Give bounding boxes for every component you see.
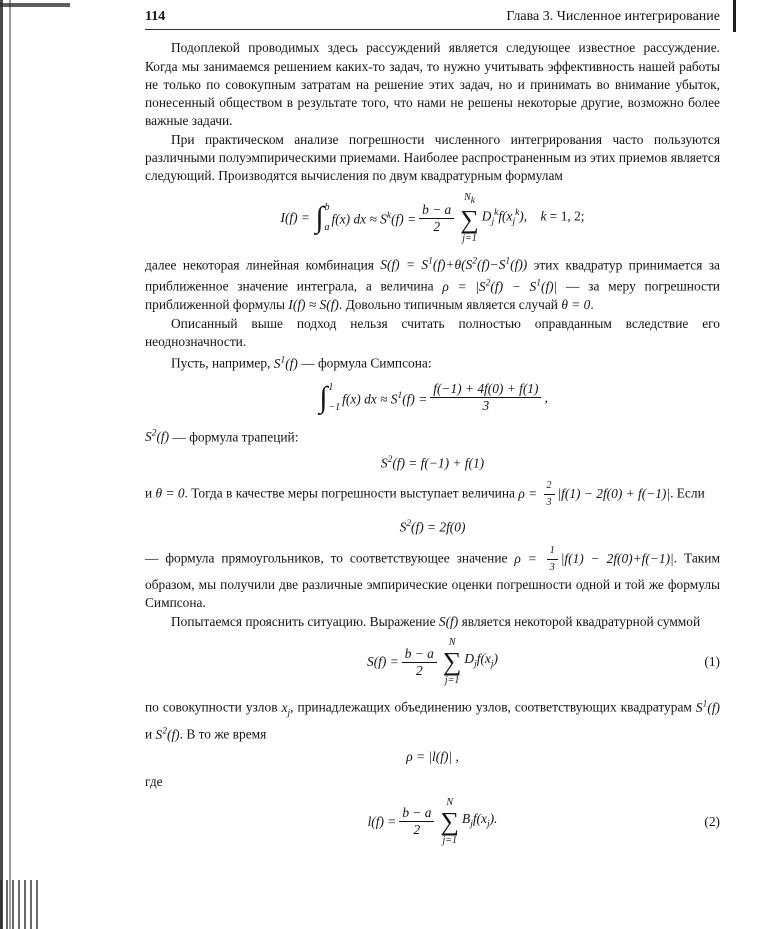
equation-quadrature-pair: I(f) = ∫ b a f(x) dx ≈ $S^k(f)$ = $\frac{b - a}{2}$ $N_k$ ∑ j=1 $D_j^kf(x_j^k)$, k = 1, 2;: [280, 191, 585, 244]
page-number: 114: [145, 9, 166, 24]
equation-rectangle: $S^2(f) = 2f(0)$: [399, 519, 466, 535]
paragraph-9: Попытаемся прояснить ситуацию. Выражение S(f) является некоторой квадратурной суммой: [171, 613, 701, 629]
scan-edge-top: [0, 3, 70, 7]
page-header: [145, 8, 720, 30]
equation-number-1: (1): [704, 653, 720, 669]
equation-trapezoid: $S^2(f) = f(-1) + f(1)$: [380, 454, 485, 471]
running-head: Глава 3. Численное интегрирование: [506, 9, 720, 24]
paragraph-4: Описанный выше подход нельзя считать полностью оправданным вследствие его неоднозначности.: [145, 315, 720, 349]
paragraph-6: $S^2(f)$ — формула трапеций:: [145, 428, 299, 445]
paragraph-8: — формула прямоугольников, то соответствующее значение ρ = $\frac{1}{3}$ |f(1) − 2f(0)+f(−1)|. Таким образом, мы получили две различные эмпирические оценки погрешности одной и той же формулы Симпсона.: [145, 545, 720, 611]
equation-number-2: (2): [704, 813, 720, 829]
paragraph-5: Пусть, например, $S^1(f)$ — формула Симпсона:: [171, 355, 432, 371]
paragraph-7: и θ = 0. Тогда в качестве меры погрешности выступает величина ρ = $\frac{2}{3}$ |f(1) − 2f(0) + f(−1)|. Если: [145, 480, 705, 509]
paragraph-2: При практическом анализе погрешности численного интегрирования часто пользуются различными полуэмпирическими приемами. Наиболее распространенным из этих приемов является следующий. Производятся вычисления по двум квадратурным формулам: [145, 131, 720, 184]
equation-simpson: ∫ 1 −1 f(x) dx ≈ $S^1(f)$ = $\frac{f(-1) + 4f(0) + f(1)}{3}$ ,: [319, 380, 548, 414]
paragraph-11: где: [145, 773, 163, 789]
scan-edge-left: [0, 0, 12, 929]
scan-edge-right: [733, 0, 736, 32]
book-page: [145, 8, 720, 855]
paragraph-3: далее некоторая линейная комбинация $S(f) = S^1(f)+\theta(S^2(f)-S^1(f))$ этих квадратур принимается за приближенное значение интеграла, а величина $\rho = |S^2(f) - S^1(f)|$ — за меру погрешности приближенной формулы I(f) ≈ S(f). Довольно типичным является случай θ = 0.: [145, 256, 721, 313]
equation-rho: ρ = |l(f)| ,: [406, 749, 459, 765]
paragraph-10: по совокупности узлов $x_j$, принадлежащих объединению узлов, соответствующих квадратурам $S^1(f)$ и $S^2(f)$. В то же время: [145, 699, 721, 742]
scan-edge-bottom: [0, 880, 40, 929]
equation-1: S(f) = $\frac{b - a}{2}$ N ∑ j=1 $D_jf(x_j)$ (1): [367, 637, 720, 687]
paragraph-1: Подоплекой проводимых здесь рассуждений является следующее известное рассуждение. Когда мы занимаемся решением каких-то задач, то нужно учитывать эффективность нашей работы не только по совокупным затратам на решение этих задач, но и принимать во внимание убыток, понесенный обществом в результате того, что нами не решены некоторые другие, возможно более важные задачи.: [145, 40, 720, 129]
equation-2: l(f) = $\frac{b - a}{2}$ N ∑ j=1 $B_jf(x_j)$. (2): [367, 796, 720, 846]
